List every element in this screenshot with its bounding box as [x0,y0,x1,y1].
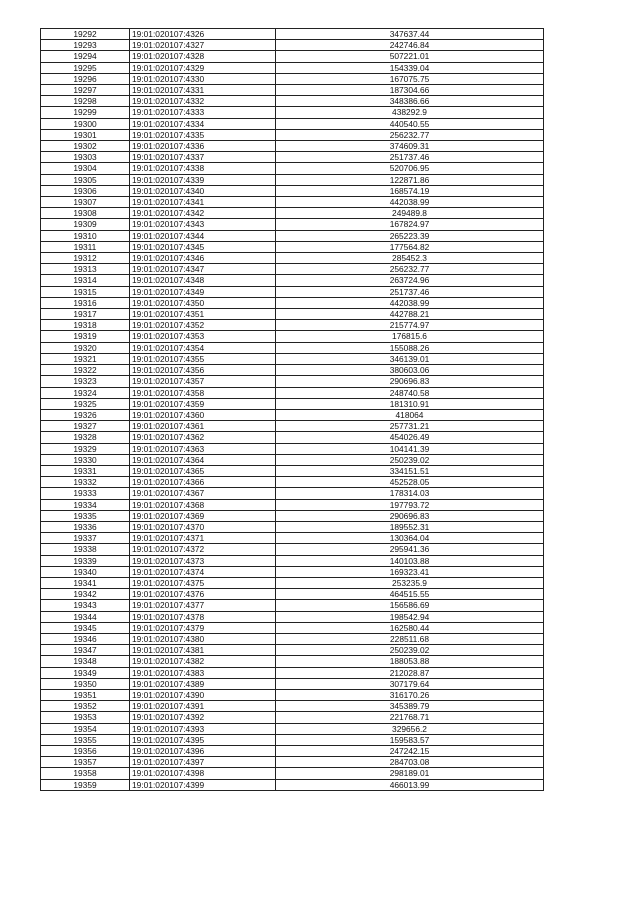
table-row [41,275,544,286]
table-row [41,633,544,644]
table-row [41,734,544,745]
cadastral-number: 19:01:020107:4342 [130,208,276,219]
cadastral-number: 19:01:020107:4343 [130,219,276,230]
table-row [41,779,544,790]
row-number: 19316 [41,297,130,308]
row-number: 19302 [41,141,130,152]
row-number: 19349 [41,667,130,678]
cadastral-value: 250239.02 [276,454,544,465]
cadastral-number: 19:01:020107:4333 [130,107,276,118]
cadastral-number: 19:01:020107:4351 [130,309,276,320]
cadastral-value: 442038.99 [276,297,544,308]
row-number: 19336 [41,521,130,532]
table-row [41,656,544,667]
cadastral-number: 19:01:020107:4360 [130,409,276,420]
cadastral-value: 198542.94 [276,611,544,622]
row-number: 19307 [41,197,130,208]
cadastral-number: 19:01:020107:4328 [130,51,276,62]
cadastral-value: 159583.57 [276,734,544,745]
cadastral-number: 19:01:020107:4363 [130,443,276,454]
row-number: 19311 [41,241,130,252]
row-number: 19319 [41,331,130,342]
row-number: 19342 [41,589,130,600]
cadastral-number: 19:01:020107:4332 [130,96,276,107]
cadastral-number: 19:01:020107:4375 [130,577,276,588]
row-number: 19321 [41,353,130,364]
table-row [41,129,544,140]
cadastral-number: 19:01:020107:4350 [130,297,276,308]
cadastral-value: 250239.02 [276,645,544,656]
row-number: 19324 [41,387,130,398]
table-row [41,689,544,700]
cadastral-value: 256232.77 [276,264,544,275]
cadastral-number: 19:01:020107:4341 [130,197,276,208]
cadastral-value: 438292.9 [276,107,544,118]
data-table [40,28,544,791]
cadastral-number: 19:01:020107:4326 [130,29,276,40]
cadastral-number: 19:01:020107:4371 [130,533,276,544]
cadastral-number: 19:01:020107:4347 [130,264,276,275]
table-row [41,264,544,275]
cadastral-number: 19:01:020107:4346 [130,253,276,264]
table-row [41,365,544,376]
cadastral-value: 256232.77 [276,129,544,140]
row-number: 19352 [41,701,130,712]
table-row [41,219,544,230]
row-number: 19312 [41,253,130,264]
table-row [41,197,544,208]
table-row [41,465,544,476]
cadastral-value: 257731.21 [276,421,544,432]
table-row [41,768,544,779]
row-number: 19330 [41,454,130,465]
row-number: 19331 [41,465,130,476]
row-number: 19300 [41,118,130,129]
cadastral-number: 19:01:020107:4377 [130,600,276,611]
row-number: 19339 [41,555,130,566]
cadastral-number: 19:01:020107:4389 [130,678,276,689]
cadastral-value: 189552.31 [276,521,544,532]
table-row [41,723,544,734]
cadastral-value: 374609.31 [276,141,544,152]
cadastral-value: 155088.26 [276,342,544,353]
row-number: 19315 [41,286,130,297]
row-number: 19325 [41,398,130,409]
cadastral-value: 307179.64 [276,678,544,689]
cadastral-number: 19:01:020107:4327 [130,40,276,51]
cadastral-value: 251737.46 [276,286,544,297]
cadastral-number: 19:01:020107:4372 [130,544,276,555]
cadastral-value: 290696.83 [276,510,544,521]
cadastral-value: 251737.46 [276,152,544,163]
table-row [41,667,544,678]
cadastral-number: 19:01:020107:4373 [130,555,276,566]
cadastral-number: 19:01:020107:4331 [130,85,276,96]
cadastral-value: 228511.68 [276,633,544,644]
row-number: 19329 [41,443,130,454]
row-number: 19294 [41,51,130,62]
cadastral-value: 442788.21 [276,309,544,320]
cadastral-number: 19:01:020107:4395 [130,734,276,745]
row-number: 19322 [41,365,130,376]
table-row [41,398,544,409]
cadastral-number: 19:01:020107:4369 [130,510,276,521]
cadastral-value: 295941.36 [276,544,544,555]
cadastral-value: 348386.66 [276,96,544,107]
cadastral-value: 122871.86 [276,174,544,185]
cadastral-number: 19:01:020107:4338 [130,163,276,174]
cadastral-number: 19:01:020107:4378 [130,611,276,622]
row-number: 19318 [41,320,130,331]
table-row [41,409,544,420]
cadastral-value: 285452.3 [276,253,544,264]
cadastral-number: 19:01:020107:4381 [130,645,276,656]
cadastral-number: 19:01:020107:4353 [130,331,276,342]
table-row [41,342,544,353]
cadastral-number: 19:01:020107:4366 [130,477,276,488]
table-row [41,163,544,174]
cadastral-number: 19:01:020107:4392 [130,712,276,723]
row-number: 19345 [41,622,130,633]
row-number: 19357 [41,757,130,768]
table-row [41,29,544,40]
cadastral-number: 19:01:020107:4356 [130,365,276,376]
table-row [41,533,544,544]
row-number: 19337 [41,533,130,544]
cadastral-value: 215774.97 [276,320,544,331]
table-row [41,432,544,443]
cadastral-value: 290696.83 [276,376,544,387]
table-row [41,701,544,712]
cadastral-value: 212028.87 [276,667,544,678]
row-number: 19328 [41,432,130,443]
cadastral-value: 346139.01 [276,353,544,364]
cadastral-value: 167824.97 [276,219,544,230]
cadastral-number: 19:01:020107:4390 [130,689,276,700]
cadastral-number: 19:01:020107:4344 [130,230,276,241]
cadastral-number: 19:01:020107:4329 [130,62,276,73]
cadastral-value: 181310.91 [276,398,544,409]
table-row [41,152,544,163]
cadastral-number: 19:01:020107:4380 [130,633,276,644]
cadastral-number: 19:01:020107:4370 [130,521,276,532]
cadastral-value: 156586.69 [276,600,544,611]
row-number: 19326 [41,409,130,420]
cadastral-number: 19:01:020107:4335 [130,129,276,140]
row-number: 19346 [41,633,130,644]
table-row [41,622,544,633]
cadastral-number: 19:01:020107:4374 [130,566,276,577]
row-number: 19313 [41,264,130,275]
table-row [41,589,544,600]
row-number: 19353 [41,712,130,723]
row-number: 19299 [41,107,130,118]
table-row [41,566,544,577]
table-row [41,185,544,196]
cadastral-value: 197793.72 [276,499,544,510]
table-row [41,208,544,219]
cadastral-number: 19:01:020107:4367 [130,488,276,499]
table-row [41,477,544,488]
row-number: 19350 [41,678,130,689]
cadastral-number: 19:01:020107:4379 [130,622,276,633]
cadastral-value: 162580.44 [276,622,544,633]
table-row [41,320,544,331]
table-row [41,600,544,611]
row-number: 19341 [41,577,130,588]
cadastral-value: 347637.44 [276,29,544,40]
table-row [41,443,544,454]
row-number: 19335 [41,510,130,521]
cadastral-number: 19:01:020107:4349 [130,286,276,297]
table-row [41,309,544,320]
table-row [41,577,544,588]
table-row [41,230,544,241]
row-number: 19310 [41,230,130,241]
table-row [41,454,544,465]
table-row [41,678,544,689]
cadastral-value: 334151.51 [276,465,544,476]
table-row [41,499,544,510]
row-number: 19303 [41,152,130,163]
table-row [41,297,544,308]
cadastral-value: 263724.96 [276,275,544,286]
cadastral-value: 284703.08 [276,757,544,768]
table-row [41,286,544,297]
cadastral-value: 452528.05 [276,477,544,488]
table-row [41,712,544,723]
cadastral-value: 187304.66 [276,85,544,96]
table-row [41,62,544,73]
cadastral-value: 248740.58 [276,387,544,398]
table-row [41,611,544,622]
row-number: 19305 [41,174,130,185]
cadastral-value: 242746.84 [276,40,544,51]
cadastral-number: 19:01:020107:4399 [130,779,276,790]
table-row [41,73,544,84]
row-number: 19354 [41,723,130,734]
table-row [41,387,544,398]
cadastral-number: 19:01:020107:4355 [130,353,276,364]
table-row [41,96,544,107]
table-row [41,510,544,521]
cadastral-number: 19:01:020107:4365 [130,465,276,476]
cadastral-number: 19:01:020107:4396 [130,746,276,757]
row-number: 19344 [41,611,130,622]
table-row [41,645,544,656]
row-number: 19356 [41,746,130,757]
cadastral-value: 178314.03 [276,488,544,499]
row-number: 19334 [41,499,130,510]
cadastral-value: 454026.49 [276,432,544,443]
cadastral-number: 19:01:020107:4330 [130,73,276,84]
row-number: 19332 [41,477,130,488]
row-number: 19359 [41,779,130,790]
cadastral-number: 19:01:020107:4368 [130,499,276,510]
cadastral-number: 19:01:020107:4376 [130,589,276,600]
cadastral-number: 19:01:020107:4362 [130,432,276,443]
cadastral-number: 19:01:020107:4334 [130,118,276,129]
cadastral-value: 380603.06 [276,365,544,376]
cadastral-number: 19:01:020107:4391 [130,701,276,712]
cadastral-value: 442038.99 [276,197,544,208]
table-row [41,746,544,757]
table-row [41,757,544,768]
table-row [41,241,544,252]
cadastral-value: 316170.26 [276,689,544,700]
table-row [41,118,544,129]
cadastral-number: 19:01:020107:4345 [130,241,276,252]
table-row [41,555,544,566]
row-number: 19351 [41,689,130,700]
cadastral-number: 19:01:020107:4336 [130,141,276,152]
row-number: 19338 [41,544,130,555]
row-number: 19297 [41,85,130,96]
table-row [41,544,544,555]
cadastral-number: 19:01:020107:4339 [130,174,276,185]
cadastral-value: 188053.88 [276,656,544,667]
cadastral-value: 298189.01 [276,768,544,779]
cadastral-number: 19:01:020107:4357 [130,376,276,387]
cadastral-number: 19:01:020107:4348 [130,275,276,286]
row-number: 19317 [41,309,130,320]
row-number: 19296 [41,73,130,84]
row-number: 19314 [41,275,130,286]
table-body [41,29,544,791]
table-row [41,107,544,118]
table-row [41,51,544,62]
row-number: 19355 [41,734,130,745]
table-row [41,488,544,499]
table-row [41,40,544,51]
row-number: 19340 [41,566,130,577]
cadastral-value: 176815.6 [276,331,544,342]
cadastral-value: 169323.41 [276,566,544,577]
cadastral-number: 19:01:020107:4383 [130,667,276,678]
cadastral-number: 19:01:020107:4354 [130,342,276,353]
cadastral-value: 167075.75 [276,73,544,84]
row-number: 19343 [41,600,130,611]
cadastral-number: 19:01:020107:4359 [130,398,276,409]
cadastral-value: 507221.01 [276,51,544,62]
cadastral-number: 19:01:020107:4364 [130,454,276,465]
row-number: 19306 [41,185,130,196]
table-row [41,331,544,342]
row-number: 19301 [41,129,130,140]
cadastral-number: 19:01:020107:4393 [130,723,276,734]
cadastral-value: 345389.79 [276,701,544,712]
cadastral-number: 19:01:020107:4361 [130,421,276,432]
table-row [41,141,544,152]
cadastral-value: 265223.39 [276,230,544,241]
cadastral-value: 104141.39 [276,443,544,454]
cadastral-value: 253235.9 [276,577,544,588]
cadastral-number: 19:01:020107:4340 [130,185,276,196]
cadastral-value: 466013.99 [276,779,544,790]
row-number: 19295 [41,62,130,73]
cadastral-value: 418064 [276,409,544,420]
row-number: 19309 [41,219,130,230]
cadastral-value: 249489.8 [276,208,544,219]
row-number: 19323 [41,376,130,387]
cadastral-number: 19:01:020107:4382 [130,656,276,667]
cadastral-value: 464515.55 [276,589,544,600]
cadastral-value: 247242.15 [276,746,544,757]
cadastral-value: 221768.71 [276,712,544,723]
cadastral-value: 154339.04 [276,62,544,73]
table-row [41,253,544,264]
row-number: 19298 [41,96,130,107]
table-row [41,85,544,96]
row-number: 19320 [41,342,130,353]
table-row [41,421,544,432]
table-row [41,376,544,387]
row-number: 19304 [41,163,130,174]
table-row [41,353,544,364]
table-row [41,521,544,532]
cadastral-value: 177564.82 [276,241,544,252]
row-number: 19358 [41,768,130,779]
cadastral-value: 130364.04 [276,533,544,544]
cadastral-value: 520706.95 [276,163,544,174]
cadastral-value: 140103.88 [276,555,544,566]
row-number: 19348 [41,656,130,667]
row-number: 19347 [41,645,130,656]
row-number: 19293 [41,40,130,51]
row-number: 19308 [41,208,130,219]
cadastral-number: 19:01:020107:4337 [130,152,276,163]
cadastral-value: 440540.55 [276,118,544,129]
row-number: 19292 [41,29,130,40]
cadastral-number: 19:01:020107:4358 [130,387,276,398]
row-number: 19333 [41,488,130,499]
cadastral-number: 19:01:020107:4398 [130,768,276,779]
cadastral-number: 19:01:020107:4397 [130,757,276,768]
cadastral-number: 19:01:020107:4352 [130,320,276,331]
row-number: 19327 [41,421,130,432]
cadastral-value: 329656.2 [276,723,544,734]
cadastral-value: 168574.19 [276,185,544,196]
table-row [41,174,544,185]
